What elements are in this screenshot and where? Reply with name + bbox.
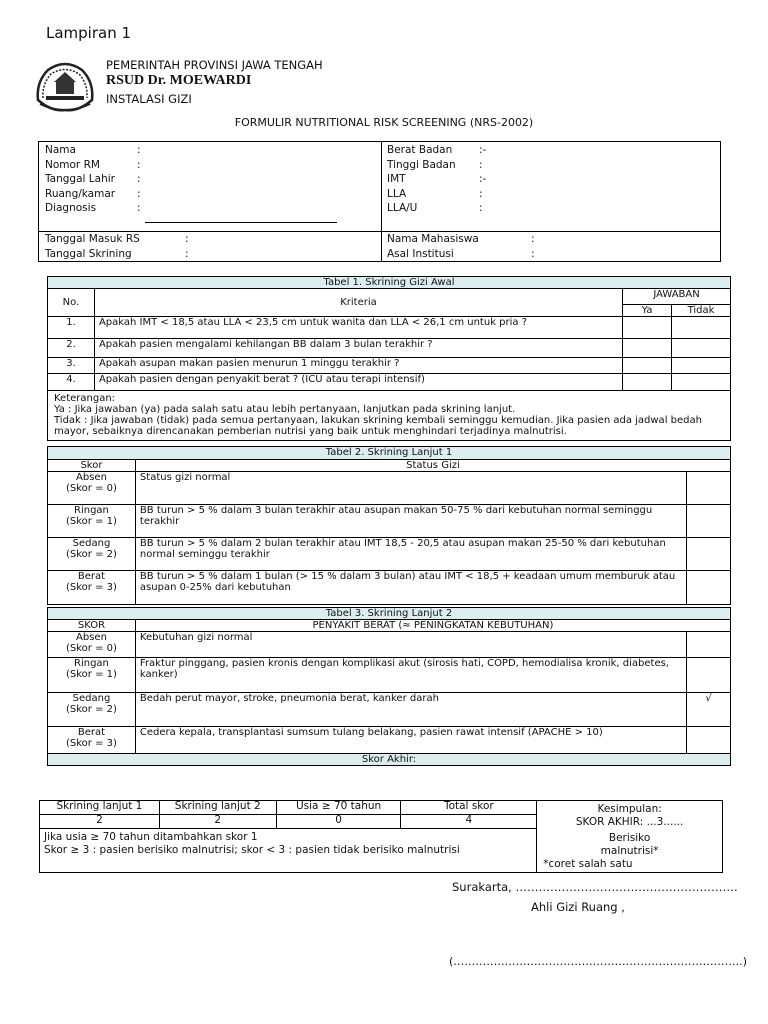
status-description: BB turun > 5 % dalam 2 bulan terakhir atau IMT 18,5 - 20,5 atau asupan makan 25-50 % dari kebutuhan normal seminggu terakhir xyxy=(135,538,686,571)
patient-left-labels xyxy=(45,143,115,216)
field-label: Nomor RM xyxy=(45,158,100,171)
patient-bottom-right-labels xyxy=(387,232,479,261)
row-criteria: Apakah IMT < 18,5 atau LLA < 23,5 cm untuk wanita dan LLA < 26,1 cm untuk pria ? xyxy=(94,317,622,339)
skor-level: Sedang xyxy=(72,538,111,549)
summary-header: Usia ≥ 70 tahun xyxy=(276,801,401,815)
summary-notes xyxy=(40,829,537,873)
check-cell[interactable]: √ xyxy=(687,693,731,727)
patient-left-colons xyxy=(137,143,141,216)
table-row xyxy=(48,358,731,374)
check-cell[interactable] xyxy=(687,632,731,658)
table-skrining-lanjut-2 xyxy=(47,607,731,766)
field-colon: :- xyxy=(479,144,487,156)
table2-title: Tabel 2. Skrining Lanjut 1 xyxy=(48,447,731,460)
status-description: BB turun > 5 % dalam 3 bulan terakhir atau asupan makan 50-75 % dari kebutuhan normal seminggu terakhir xyxy=(135,505,686,538)
status-description: Status gizi normal xyxy=(135,472,686,505)
field-label: Tinggi Badan xyxy=(387,158,456,171)
field-label: Diagnosis xyxy=(45,202,97,215)
header-province: PEMERINTAH PROVINSI JAWA TENGAH xyxy=(106,58,323,72)
summary-table xyxy=(39,800,723,873)
table-skrining-awal xyxy=(47,276,731,441)
check-cell[interactable] xyxy=(687,571,731,605)
row-criteria: Apakah asupan makan pasien menurun 1 minggu terakhir ? xyxy=(94,358,622,374)
table-skrining-lanjut-1 xyxy=(47,446,731,605)
row-number: 3. xyxy=(48,358,95,374)
field-colon: : xyxy=(479,158,483,171)
disease-description: Bedah perut mayor, stroke, pneumonia berat, kanker darah xyxy=(135,693,686,727)
col-header-ya: Ya xyxy=(623,305,672,317)
table-row xyxy=(48,538,731,571)
summary-header: Total skor xyxy=(401,801,537,815)
header-installation: INSTALASI GIZI xyxy=(106,92,192,106)
answer-tidak-cell[interactable] xyxy=(672,374,731,391)
summary-value: 4 xyxy=(401,815,537,829)
field-label: LLA/U xyxy=(387,202,418,215)
table-row xyxy=(48,727,731,754)
header-hospital: RSUD Dr. MOEWARDI xyxy=(106,73,252,88)
col-header-penyakit: PENYAKIT BERAT (≈ PENINGKATAN KEBUTUHAN) xyxy=(135,620,730,632)
disease-description: Kebutuhan gizi normal xyxy=(135,632,686,658)
table-row xyxy=(48,571,731,605)
check-cell[interactable] xyxy=(687,505,731,538)
kesimpulan-cell xyxy=(537,801,723,873)
skor-level: Absen xyxy=(76,632,107,643)
skor-value: (Skor = 0) xyxy=(66,483,117,494)
status-description: BB turun > 5 % dalam 1 bulan (> 15 % dalam 3 bulan) atau IMT < 18,5 + keadaan umum memburuk atau asupan 0-25% dari kebutuhan xyxy=(135,571,686,605)
form-title: FORMULIR NUTRITIONAL RISK SCREENING (NRS-2002) xyxy=(234,116,534,129)
table-row xyxy=(48,374,731,391)
disease-description: Cedera kepala, transplantasi sumsum tulang belakang, pasien rawat intensif (APACHE > 10) xyxy=(135,727,686,754)
table1-title: Tabel 1. Skrining Gizi Awal xyxy=(48,277,731,289)
patient-info-box xyxy=(38,141,721,262)
field-colon: : xyxy=(479,187,483,200)
field-label: Tanggal Masuk RS xyxy=(45,233,140,245)
lampiran-label: Lampiran 1 xyxy=(46,24,132,42)
answer-tidak-cell[interactable] xyxy=(672,339,731,358)
skor-value: (Skor = 1) xyxy=(66,516,117,527)
col-header-status-gizi: Status Gizi xyxy=(135,460,730,472)
patient-right-colons xyxy=(479,143,486,216)
skor-value: (Skor = 0) xyxy=(66,643,117,654)
patient-right-labels xyxy=(387,143,456,216)
answer-tidak-cell[interactable] xyxy=(672,358,731,374)
field-colon: : xyxy=(185,247,189,260)
field-label: Berat Badan xyxy=(387,144,453,156)
kesimpulan-berisiko: Berisiko xyxy=(608,832,651,844)
patient-bottom-left-labels xyxy=(45,232,140,261)
row-number: 1. xyxy=(48,317,95,339)
skor-level: Ringan xyxy=(74,658,109,669)
skor-level: Sedang xyxy=(72,693,111,704)
summary-value: 2 xyxy=(159,815,276,829)
note-skor: Skor ≥ 3 : pasien berisiko malnutrisi; skor < 3 : pasien tidak berisiko malnutrisi xyxy=(44,844,460,856)
col-header-skor: SKOR xyxy=(48,620,136,632)
skor-value: (Skor = 3) xyxy=(66,738,117,749)
field-colon: : xyxy=(479,202,483,215)
kesimpulan-malnutrisi: malnutrisi* xyxy=(600,845,659,857)
field-colon: :- xyxy=(479,173,487,186)
field-colon: : xyxy=(531,247,535,260)
col-header-tidak: Tidak xyxy=(672,305,731,317)
col-header-kriteria: Kriteria xyxy=(94,289,622,317)
keterangan-title: Keterangan: xyxy=(54,393,116,404)
skor-value: (Skor = 3) xyxy=(66,582,117,593)
skor-akhir-value: SKOR AKHIR: ...3...... xyxy=(575,816,684,828)
table3-title: Tabel 3. Skrining Lanjut 2 xyxy=(48,608,731,620)
summary-header: Skrining lanjut 2 xyxy=(159,801,276,815)
table-row xyxy=(48,693,731,727)
field-colon: : xyxy=(137,202,141,215)
check-cell[interactable] xyxy=(687,538,731,571)
answer-ya-cell[interactable] xyxy=(623,339,672,358)
table-row xyxy=(48,317,731,339)
field-colon: : xyxy=(137,187,141,200)
col-header-jawaban: JAWABAN xyxy=(623,289,731,305)
answer-ya-cell[interactable] xyxy=(623,317,672,339)
skor-value: (Skor = 2) xyxy=(66,549,117,560)
answer-ya-cell[interactable] xyxy=(623,374,672,391)
summary-header: Skrining lanjut 1 xyxy=(40,801,160,815)
signature-role: Ahli Gizi Ruang , xyxy=(531,900,625,914)
note-usia: Jika usia ≥ 70 tahun ditambahkan skor 1 xyxy=(44,831,258,843)
signature-place-date: Surakarta, …………………………………………………. xyxy=(452,880,738,894)
check-cell[interactable] xyxy=(687,727,731,754)
patient-bottom-right-colons xyxy=(531,232,535,261)
field-label: Ruang/kamar xyxy=(45,187,116,200)
skor-akhir-row: Skor Akhir: xyxy=(48,754,731,766)
table-row xyxy=(48,472,731,505)
field-label: Nama xyxy=(45,144,76,156)
table-row xyxy=(48,505,731,538)
diagnosis-underline xyxy=(145,222,337,223)
field-colon: : xyxy=(137,158,141,171)
field-label: LLA xyxy=(387,187,407,200)
row-criteria: Apakah pasien mengalami kehilangan BB dalam 3 bulan terakhir ? xyxy=(94,339,622,358)
skor-level: Berat xyxy=(77,571,106,582)
row-number: 4. xyxy=(48,374,95,391)
field-label: IMT xyxy=(387,173,406,186)
table-row xyxy=(48,632,731,658)
check-cell[interactable] xyxy=(687,472,731,505)
field-colon: : xyxy=(531,233,535,245)
patient-bottom-left-colons xyxy=(185,232,189,261)
kesimpulan-label: Kesimpulan: xyxy=(597,803,662,815)
field-label: Asal Institusi xyxy=(387,247,454,260)
keterangan-ya: Ya : Jika jawaban (ya) pada salah satu atau lebih pertanyaan, lanjutkan pada skrining lanjut. xyxy=(54,404,516,415)
skor-level: Berat xyxy=(77,727,106,738)
field-label: Nama Mahasiswa xyxy=(387,233,479,245)
keterangan-tidak: Tidak : Jika jawaban (tidak) pada semua pertanyaan, lakukan skrining kembali seminggu kemudian. Jika pasien ada jadwal bedah mayor, sebaiknya direncanakan pemberian nutrisi yang baik untuk menghindari terjadinya malnutrisi. xyxy=(54,415,702,437)
col-header-no: No. xyxy=(48,289,95,317)
keterangan-block xyxy=(48,391,731,441)
skor-value: (Skor = 2) xyxy=(66,704,117,715)
skor-level: Ringan xyxy=(74,505,109,516)
summary-value: 0 xyxy=(276,815,401,829)
row-criteria: Apakah pasien dengan penyakit berat ? (ICU atau terapi intensif) xyxy=(94,374,622,391)
skor-level: Absen xyxy=(76,472,107,483)
field-label: Tanggal Lahir xyxy=(45,173,115,186)
signature-name-line: (…………………………………………………………………….) xyxy=(449,955,748,968)
field-colon: : xyxy=(137,144,141,156)
table-row xyxy=(48,658,731,693)
skor-value: (Skor = 1) xyxy=(66,669,117,680)
table-row xyxy=(48,339,731,358)
answer-ya-cell[interactable] xyxy=(623,358,672,374)
field-colon: : xyxy=(137,173,141,186)
col-header-skor: Skor xyxy=(48,460,136,472)
coret-note: *coret salah satu xyxy=(543,858,633,870)
field-label: Tanggal Skrining xyxy=(45,247,132,260)
answer-tidak-cell[interactable] xyxy=(672,317,731,339)
disease-description: Fraktur pinggang, pasien kronis dengan komplikasi akut (sirosis hati, COPD, hemodialisa kronik, diabetes, kanker) xyxy=(135,658,686,693)
provincial-emblem-icon xyxy=(34,60,96,114)
field-colon: : xyxy=(185,233,189,245)
summary-value: 2 xyxy=(40,815,160,829)
row-number: 2. xyxy=(48,339,95,358)
check-cell[interactable] xyxy=(687,658,731,693)
